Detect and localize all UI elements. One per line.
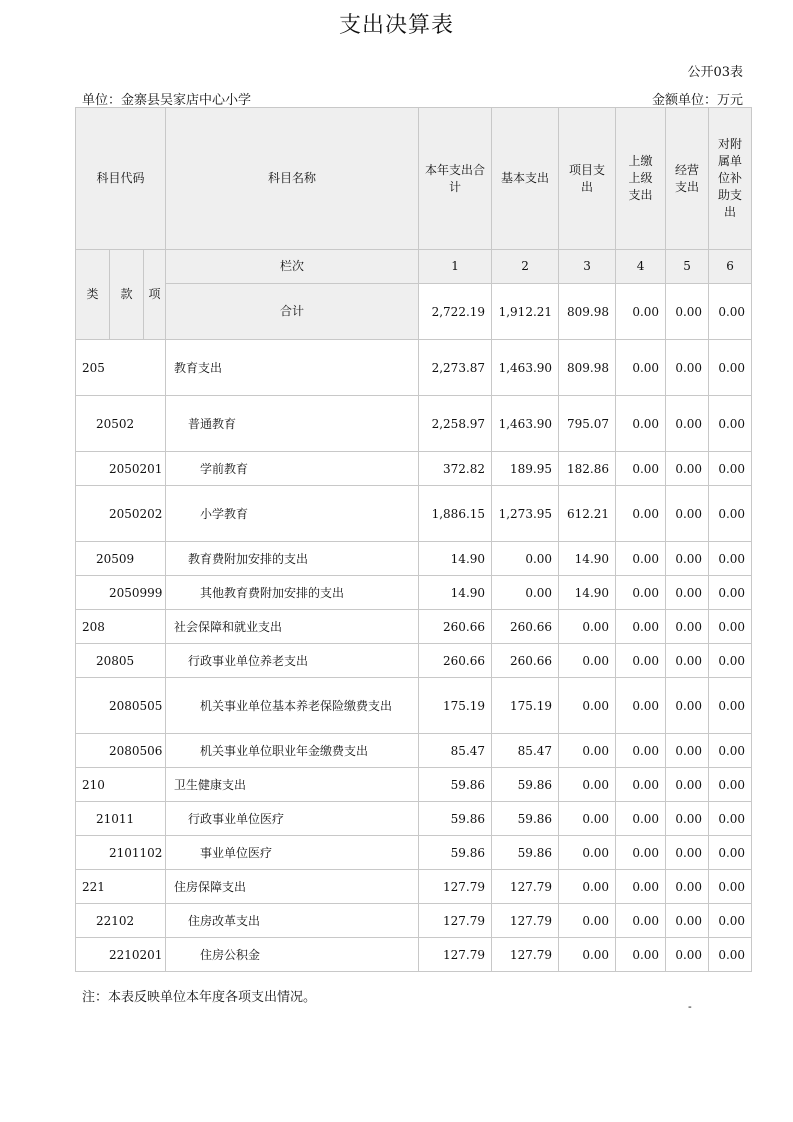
row-basic: 59.86 <box>492 802 559 836</box>
row-business: 0.00 <box>666 836 709 870</box>
table-row <box>76 576 752 610</box>
row-project: 182.86 <box>559 452 616 486</box>
row-name: 学前教育 <box>166 452 419 486</box>
row-upper: 0.00 <box>616 542 666 576</box>
table-row <box>76 486 752 542</box>
row-name: 社会保障和就业支出 <box>166 610 419 644</box>
page-title: 支出决算表 <box>338 13 454 38</box>
row-business: 0.00 <box>666 486 709 542</box>
column-index-label: 栏次 <box>166 250 419 284</box>
row-upper: 0.00 <box>616 802 666 836</box>
row-name: 卫生健康支出 <box>166 768 419 802</box>
row-name: 教育费附加安排的支出 <box>166 542 419 576</box>
row-basic: 189.95 <box>492 452 559 486</box>
row-basic: 175.19 <box>492 678 559 734</box>
row-subsidy: 0.00 <box>709 396 752 452</box>
row-basic: 1,463.90 <box>492 340 559 396</box>
row-subsidy: 0.00 <box>709 486 752 542</box>
row-project: 795.07 <box>559 396 616 452</box>
row-basic: 1,273.95 <box>492 486 559 542</box>
row-upper: 0.00 <box>616 870 666 904</box>
row-code: 2050202 <box>76 486 166 542</box>
row-code: 20805 <box>76 644 166 678</box>
header-business: 经营支出 <box>666 108 709 250</box>
sum-total: 2,722.19 <box>419 284 492 340</box>
row-total: 14.90 <box>419 542 492 576</box>
row-code: 205 <box>76 340 166 396</box>
sum-basic: 1,912.21 <box>492 284 559 340</box>
row-subsidy: 0.00 <box>709 644 752 678</box>
row-total: 59.86 <box>419 768 492 802</box>
row-name: 住房改革支出 <box>166 904 419 938</box>
table-row <box>76 644 752 678</box>
row-business: 0.00 <box>666 610 709 644</box>
row-subsidy: 0.00 <box>709 340 752 396</box>
row-upper: 0.00 <box>616 768 666 802</box>
table-row <box>76 768 752 802</box>
sum-subsidy: 0.00 <box>709 284 752 340</box>
row-project: 14.90 <box>559 542 616 576</box>
row-subsidy: 0.00 <box>709 836 752 870</box>
row-upper: 0.00 <box>616 836 666 870</box>
header-kuan: 款 <box>110 250 144 340</box>
row-basic: 127.79 <box>492 870 559 904</box>
row-basic: 260.66 <box>492 610 559 644</box>
row-code: 20502 <box>76 396 166 452</box>
row-total: 2,273.87 <box>419 340 492 396</box>
sum-label: 合计 <box>166 284 419 340</box>
unit-label: 单位：金寨县吴家店中心小学 <box>82 93 252 108</box>
col-index-5: 5 <box>666 250 709 284</box>
row-business: 0.00 <box>666 340 709 396</box>
footnote: 注：本表反映单位本年度各项支出情况。 <box>82 990 317 1005</box>
row-project: 0.00 <box>559 734 616 768</box>
row-code: 2050999 <box>76 576 166 610</box>
header-upper: 上缴上级支出 <box>616 108 666 250</box>
row-code: 2080505 <box>76 678 166 734</box>
row-business: 0.00 <box>666 644 709 678</box>
row-project: 0.00 <box>559 836 616 870</box>
row-upper: 0.00 <box>616 610 666 644</box>
row-name: 住房公积金 <box>166 938 419 972</box>
row-basic: 59.86 <box>492 768 559 802</box>
row-upper: 0.00 <box>616 486 666 542</box>
row-business: 0.00 <box>666 576 709 610</box>
row-upper: 0.00 <box>616 938 666 972</box>
row-name: 行政事业单位医疗 <box>166 802 419 836</box>
header-xiang: 项 <box>144 250 166 340</box>
row-total: 1,886.15 <box>419 486 492 542</box>
row-total: 14.90 <box>419 576 492 610</box>
row-total: 260.66 <box>419 610 492 644</box>
money-unit-label: 金额单位：万元 <box>651 93 743 108</box>
row-total: 175.19 <box>419 678 492 734</box>
row-subsidy: 0.00 <box>709 734 752 768</box>
row-business: 0.00 <box>666 542 709 576</box>
table-row <box>76 396 752 452</box>
table-row <box>76 904 752 938</box>
header-row <box>76 108 752 250</box>
row-upper: 0.00 <box>616 678 666 734</box>
row-total: 127.79 <box>419 904 492 938</box>
row-upper: 0.00 <box>616 452 666 486</box>
row-project: 0.00 <box>559 610 616 644</box>
col-index-6: 6 <box>709 250 752 284</box>
row-project: 0.00 <box>559 678 616 734</box>
row-code: 20509 <box>76 542 166 576</box>
row-business: 0.00 <box>666 802 709 836</box>
row-name: 其他教育费附加安排的支出 <box>166 576 419 610</box>
row-code: 2101102 <box>76 836 166 870</box>
row-total: 85.47 <box>419 734 492 768</box>
row-basic: 85.47 <box>492 734 559 768</box>
col-index-2: 2 <box>492 250 559 284</box>
header-total: 本年支出合计 <box>419 108 492 250</box>
row-code: 2210201 <box>76 938 166 972</box>
header-code: 科目代码 <box>76 108 166 250</box>
row-subsidy: 0.00 <box>709 802 752 836</box>
row-upper: 0.00 <box>616 576 666 610</box>
row-business: 0.00 <box>666 904 709 938</box>
table-row <box>76 802 752 836</box>
row-code: 21011 <box>76 802 166 836</box>
row-business: 0.00 <box>666 452 709 486</box>
table-row <box>76 340 752 396</box>
row-total: 127.79 <box>419 870 492 904</box>
header-name: 科目名称 <box>166 108 419 250</box>
row-basic: 0.00 <box>492 542 559 576</box>
row-code: 210 <box>76 768 166 802</box>
row-project: 0.00 <box>559 802 616 836</box>
col-index-1: 1 <box>419 250 492 284</box>
row-total: 127.79 <box>419 938 492 972</box>
row-business: 0.00 <box>666 870 709 904</box>
row-name: 机关事业单位职业年金缴费支出 <box>166 734 419 768</box>
row-total: 372.82 <box>419 452 492 486</box>
row-code: 208 <box>76 610 166 644</box>
table-row <box>76 870 752 904</box>
column-index-row <box>76 250 752 284</box>
col-index-3: 3 <box>559 250 616 284</box>
row-basic: 127.79 <box>492 938 559 972</box>
row-business: 0.00 <box>666 938 709 972</box>
table-row <box>76 734 752 768</box>
table-row <box>76 452 752 486</box>
expenditure-table <box>75 107 752 972</box>
table-row <box>76 610 752 644</box>
row-subsidy: 0.00 <box>709 768 752 802</box>
row-total: 2,258.97 <box>419 396 492 452</box>
row-total: 59.86 <box>419 836 492 870</box>
row-project: 0.00 <box>559 768 616 802</box>
row-total: 260.66 <box>419 644 492 678</box>
row-project: 612.21 <box>559 486 616 542</box>
row-project: 14.90 <box>559 576 616 610</box>
row-basic: 0.00 <box>492 576 559 610</box>
header-project: 项目支出 <box>559 108 616 250</box>
row-code: 221 <box>76 870 166 904</box>
row-name: 事业单位医疗 <box>166 836 419 870</box>
row-basic: 260.66 <box>492 644 559 678</box>
row-upper: 0.00 <box>616 734 666 768</box>
row-total: 59.86 <box>419 802 492 836</box>
row-project: 0.00 <box>559 904 616 938</box>
row-name: 机关事业单位基本养老保险缴费支出 <box>166 678 419 734</box>
sum-row <box>76 284 752 340</box>
header-lei: 类 <box>76 250 110 340</box>
table-row <box>76 836 752 870</box>
row-project: 0.00 <box>559 938 616 972</box>
row-project: 809.98 <box>559 340 616 396</box>
row-subsidy: 0.00 <box>709 610 752 644</box>
row-subsidy: 0.00 <box>709 904 752 938</box>
row-upper: 0.00 <box>616 904 666 938</box>
sum-business: 0.00 <box>666 284 709 340</box>
row-project: 0.00 <box>559 870 616 904</box>
row-subsidy: 0.00 <box>709 576 752 610</box>
table-row <box>76 938 752 972</box>
row-project: 0.00 <box>559 644 616 678</box>
row-subsidy: 0.00 <box>709 452 752 486</box>
row-business: 0.00 <box>666 734 709 768</box>
header-subsidy: 对附属单位补助支出 <box>709 108 752 250</box>
header-basic: 基本支出 <box>492 108 559 250</box>
table-row <box>76 542 752 576</box>
form-number: 公开03表 <box>687 65 743 80</box>
row-subsidy: 0.00 <box>709 678 752 734</box>
row-code: 2050201 <box>76 452 166 486</box>
row-business: 0.00 <box>666 396 709 452</box>
row-name: 教育支出 <box>166 340 419 396</box>
row-subsidy: 0.00 <box>709 938 752 972</box>
row-name: 住房保障支出 <box>166 870 419 904</box>
sum-project: 809.98 <box>559 284 616 340</box>
row-subsidy: 0.00 <box>709 542 752 576</box>
row-basic: 127.79 <box>492 904 559 938</box>
row-basic: 59.86 <box>492 836 559 870</box>
footer-mark: - <box>688 1000 692 1013</box>
row-name: 小学教育 <box>166 486 419 542</box>
row-upper: 0.00 <box>616 644 666 678</box>
row-upper: 0.00 <box>616 396 666 452</box>
row-basic: 1,463.90 <box>492 396 559 452</box>
table-row <box>76 678 752 734</box>
sum-upper: 0.00 <box>616 284 666 340</box>
row-business: 0.00 <box>666 768 709 802</box>
row-name: 普通教育 <box>166 396 419 452</box>
row-business: 0.00 <box>666 678 709 734</box>
row-code: 2080506 <box>76 734 166 768</box>
row-upper: 0.00 <box>616 340 666 396</box>
row-code: 22102 <box>76 904 166 938</box>
row-subsidy: 0.00 <box>709 870 752 904</box>
col-index-4: 4 <box>616 250 666 284</box>
row-name: 行政事业单位养老支出 <box>166 644 419 678</box>
